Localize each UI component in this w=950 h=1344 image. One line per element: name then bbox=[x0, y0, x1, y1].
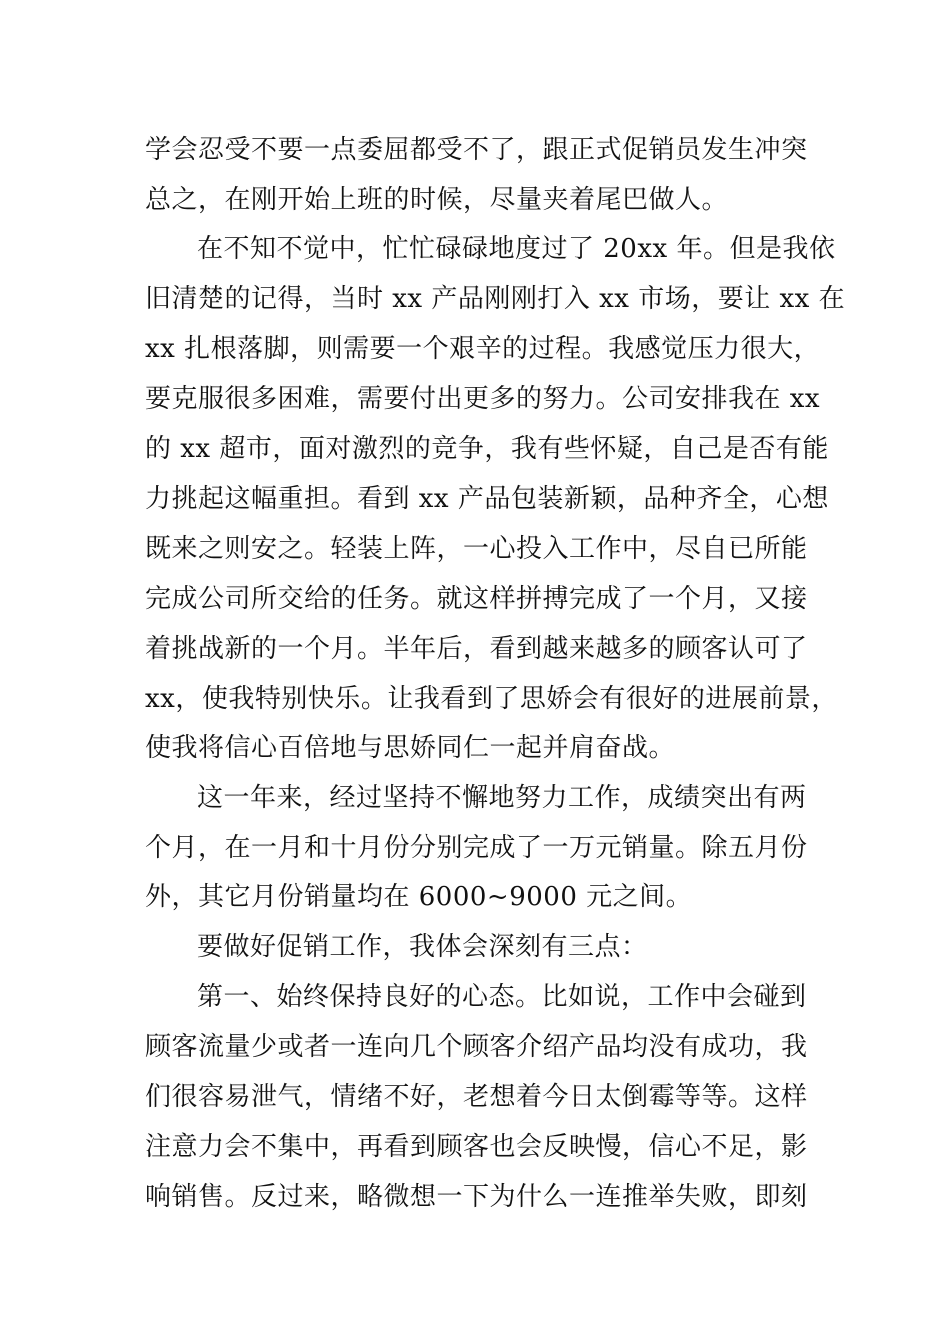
text-line: 力挑起这幅重担。看到 xx 产品包装新颖，品种齐全，心想 bbox=[145, 484, 829, 514]
text-line: xx，使我特别快乐。让我看到了思娇会有很好的进展前景， bbox=[145, 684, 838, 714]
text-line: 总之，在刚开始上班的时候，尽量夹着尾巴做人。 bbox=[145, 185, 729, 215]
paragraph-start-line: 在不知不觉中，忙忙碌碌地度过了 20xx 年。但是我依 bbox=[197, 234, 836, 264]
text-line: 个月，在一月和十月份分别完成了一万元销量。除五月份 bbox=[145, 833, 808, 863]
paragraph-start-line: 要做好促销工作，我体会深刻有三点： bbox=[197, 932, 648, 962]
text-line: 学会忍受不要一点委屈都受不了，跟正式促销员发生冲突 bbox=[145, 135, 808, 165]
text-line: 着挑战新的一个月。半年后，看到越来越多的顾客认可了 bbox=[145, 634, 808, 664]
text-line: 的 xx 超市，面对激烈的竞争，我有些怀疑，自己是否有能 bbox=[145, 434, 829, 464]
text-line: 注意力会不集中，再看到顾客也会反映慢，信心不足，影 bbox=[145, 1132, 808, 1162]
text-line: 完成公司所交给的任务。就这样拼搏完成了一个月，又接 bbox=[145, 584, 808, 614]
text-line: 要克服很多困难，需要付出更多的努力。公司安排我在 xx bbox=[145, 384, 821, 414]
text-line: xx 扎根落脚，则需要一个艰辛的过程。我感觉压力很大， bbox=[145, 334, 821, 364]
text-line: 外，其它月份销量均在 6000~9000 元之间。 bbox=[145, 882, 693, 912]
paragraph-start-line: 这一年来，经过坚持不懈地努力工作，成绩突出有两 bbox=[197, 783, 807, 813]
text-line: 使我将信心百倍地与思娇同仁一起并肩奋战。 bbox=[145, 733, 676, 763]
text-line: 既来之则安之。轻装上阵，一心投入工作中，尽自已所能 bbox=[145, 534, 808, 564]
text-line: 响销售。反过来，略微想一下为什么一连推举失败，即刻 bbox=[145, 1182, 808, 1212]
text-line: 旧清楚的记得，当时 xx 产品刚刚打入 xx 市场，要让 xx 在 bbox=[145, 284, 846, 314]
paragraph-start-line: 第一、始终保持良好的心态。比如说，工作中会碰到 bbox=[197, 982, 807, 1012]
text-line: 们很容易泄气，情绪不好，老想着今日太倒霉等等。这样 bbox=[145, 1082, 808, 1112]
text-line: 顾客流量少或者一连向几个顾客介绍产品均没有成功，我 bbox=[145, 1032, 808, 1062]
